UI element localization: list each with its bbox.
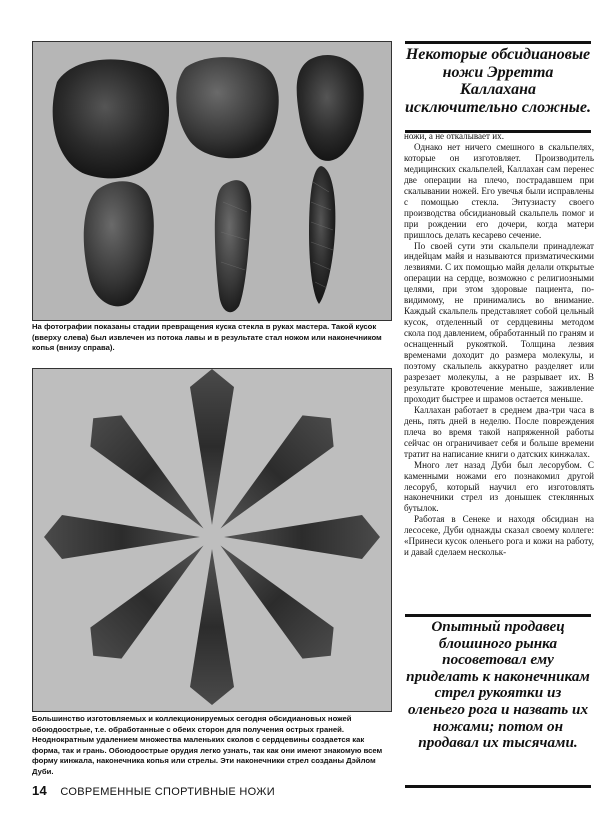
arrowheads-photo	[32, 368, 392, 712]
obsidian-core	[176, 57, 278, 158]
paragraph: По своей сути эти скальпели принадлежат индейцам майя и называются призматическими лезвиями. С их помощью майя делали открытые операции на сердце, возможно с религиозными целями, при этом здоровые пациента, по-видимому, не принимались во внимание. Каждый скальпель представляет собой цельный кусок, отделенный от сердцевины методом скола под давлением, обработанный по граням и оснащенный рукояткой. Толщина лезвия временами доходит до размера молекулы, и поэтому скальпель аккуратно разделяет или разрезает молекулы, а не разрывает их. В результате кровотечение меньше, заживление проходит быстрее и шрамов остается меньше.	[404, 240, 594, 404]
pull-quote-bottom: Опытный продавец блошиного рынка посоветовал ему приделать к наконечникам стрел рукоятки из оленьего рога и назвать их ножами; потом он продавал их тысячами.	[405, 614, 591, 788]
bottom-photo-caption: Большинство изготовляемых и коллекционируемых сегодня обсидиановых ножей обоюдоострые, т.е. обработанные с обеих сторон для получения острых граней. Неоднократным удалением множества маленьких сколов с сердцевины создается как форма, так и грань. Обоюдоострые орудия легко узнать, так как они имеют знакомую всем форму кинжала, наконечника копья или стрелы. Эти наконечники стрел созданы Дэйлом Дуби.	[32, 714, 383, 776]
paragraph: Много лет назад Дуби был лесорубом. С каменными ножами его познакомил другой лесоруб, который научил его изготовлять наконечники стрел из донышек стеклянных бутылок.	[404, 459, 594, 514]
top-photo-caption: На фотографии показаны стадии превращения куска стекла в руках мастера. Такой кусок (вверху слева) был извлечен из потока лавы и в результате стал ножом или наконечником копья (внизу справа).	[32, 322, 382, 353]
obsidian-raw-nodule	[53, 59, 169, 178]
magazine-title: СОВРЕМЕННЫЕ СПОРТИВНЫЕ НОЖИ	[60, 786, 275, 798]
page-number: 14	[32, 783, 48, 798]
paragraph: ножи, а не откалывает их.	[404, 131, 504, 141]
page-footer	[32, 783, 275, 798]
paragraph: Каллахан работает в среднем два-три часа в день, пять дней в неделю. После повреждения плеча во время такой напряженной работы сейчас он ограничивает себя и больше времени тратит на написание книги о датских кинжалах.	[404, 404, 594, 459]
paragraph: Работая в Сенеке и находя обсидиан на лесосеке, Дуби однажды сказал своему коллеге: «Принеси кусок оленьего рога и кожи на работу, и давай сделаем нескольк-	[404, 514, 594, 558]
pull-quote-top: Некоторые обсидиановые ножи Эрретта Каллахана исключительно сложные.	[405, 41, 591, 133]
article-body	[404, 131, 594, 558]
obsidian-stages-photo	[32, 41, 392, 321]
paragraph: Однако нет ничего смешного в скальпелях, которые он изготовляет. Производитель медицинских скальпелей, Каллахан сам перенес две операции на плечо, пострадавшем при скалывании ножей. Его увечья были исправлены с помощью стекла. Энтузиасту своего производства обсидиановый скальпель помог и при рождении его дочери, когда матери пришлось делать кесарево сечение.	[404, 141, 594, 240]
